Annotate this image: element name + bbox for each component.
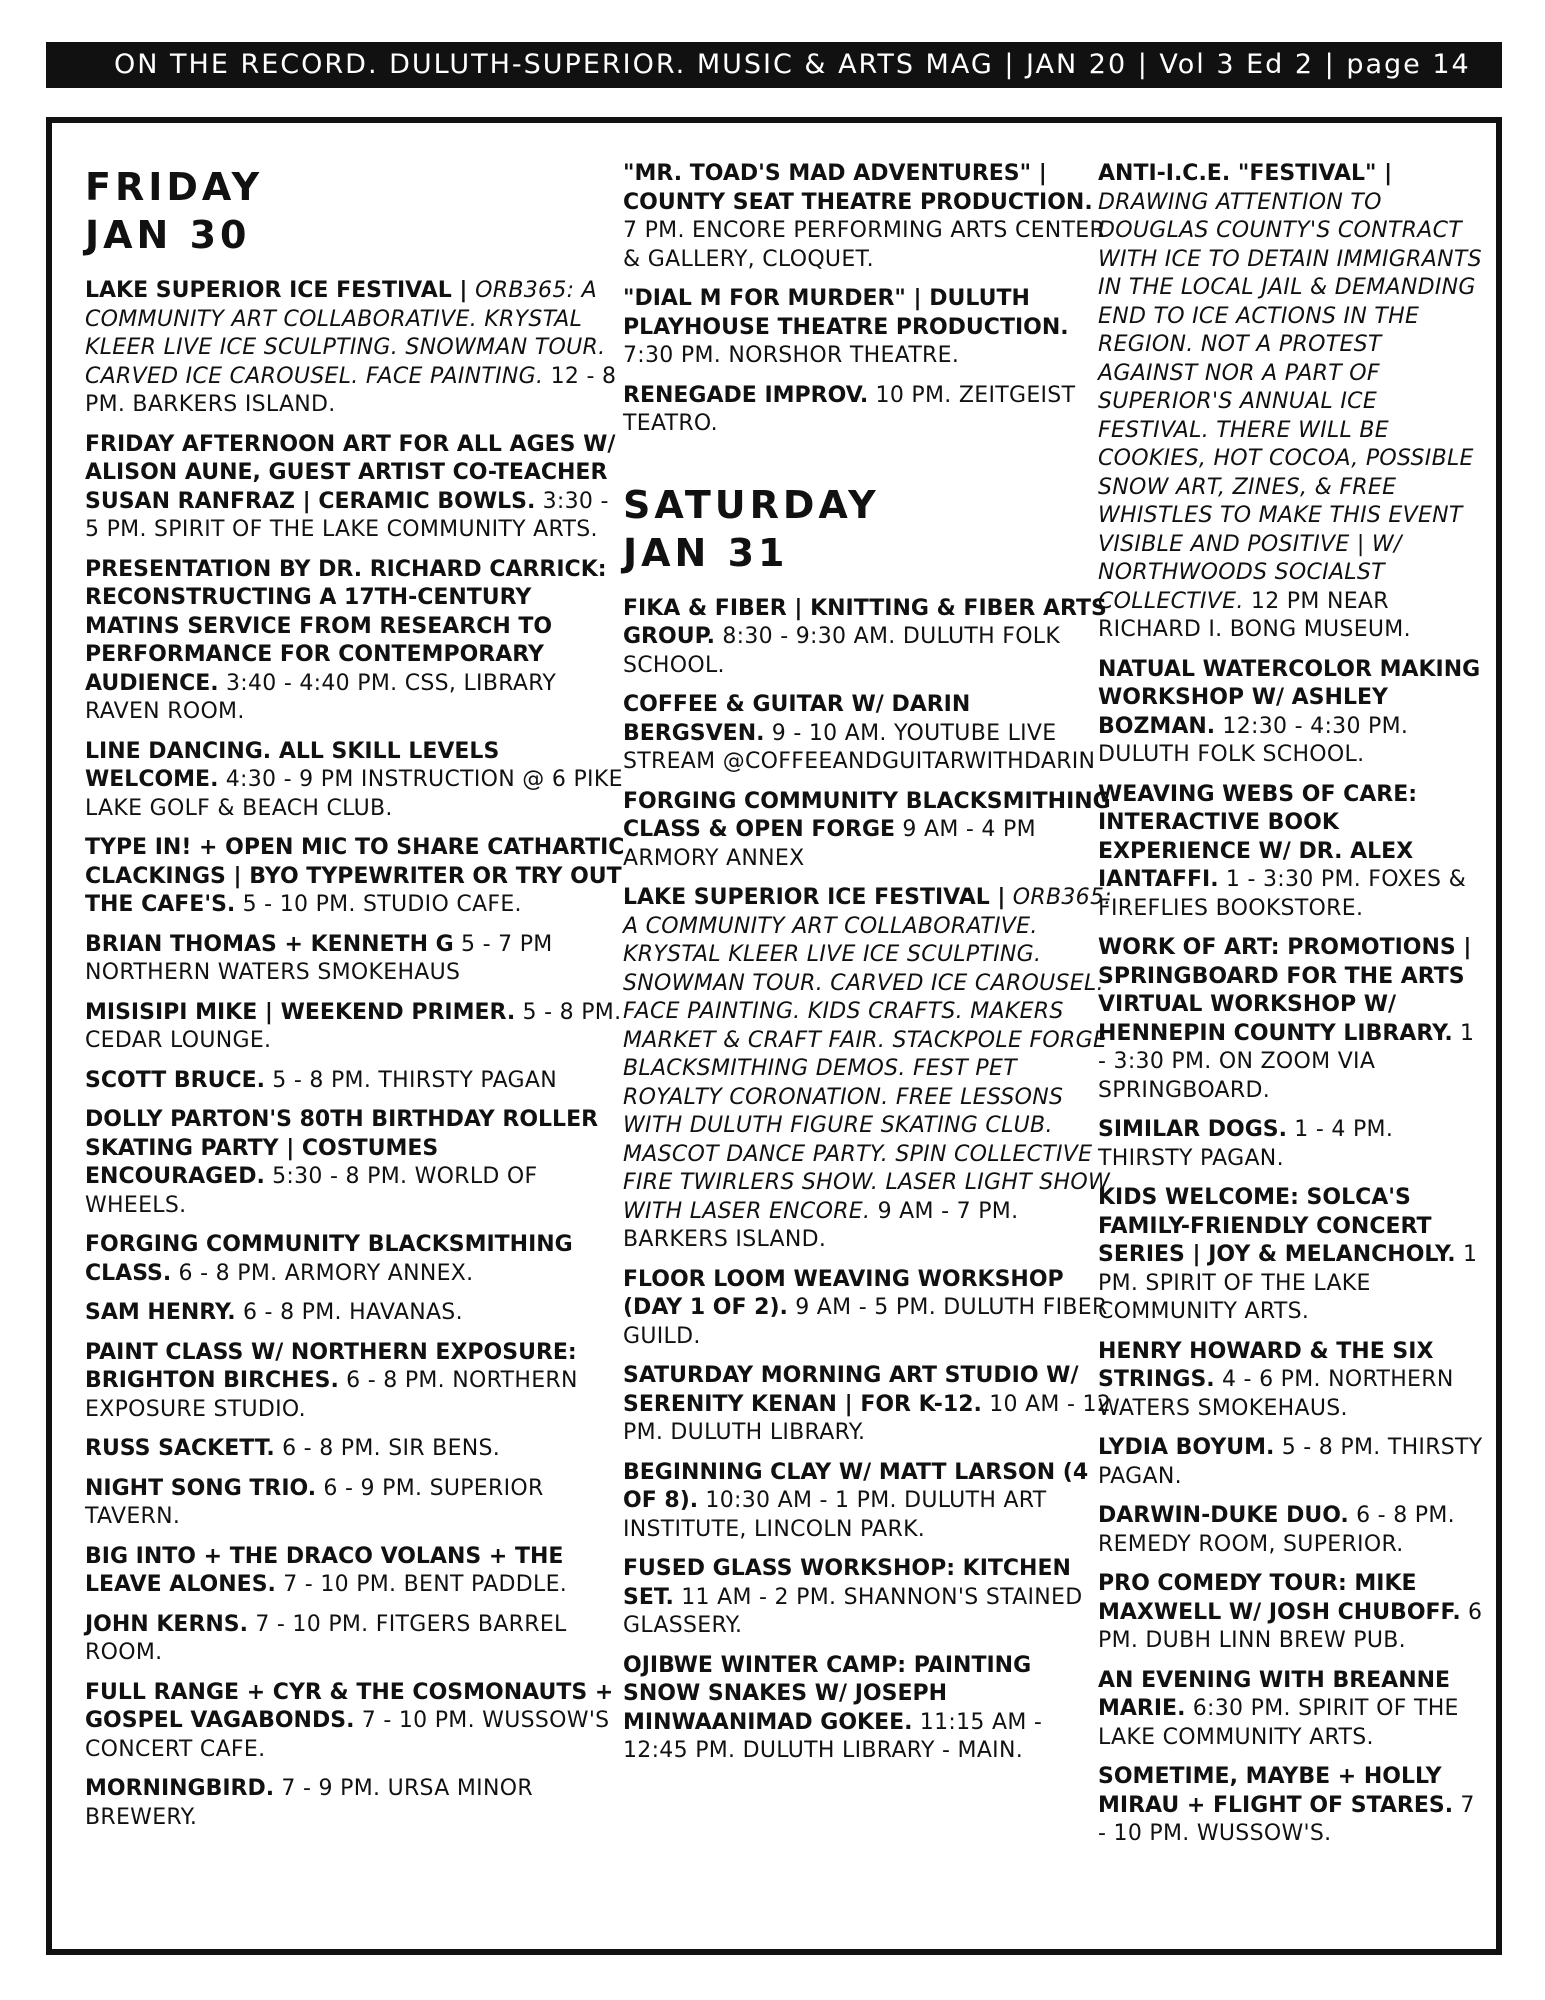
event-details: 1 - 3:30 PM. FOXES & FIREFLIES BOOKSTORE. (1098, 867, 1467, 921)
event-details: 6 - 8 PM. HAVANAS. (242, 1300, 463, 1325)
event-listing (85, 277, 625, 420)
event-listing (85, 834, 625, 920)
event-title: SCOTT BRUCE. (85, 1067, 265, 1093)
event-details: 9 AM - 4 PM ARMORY ANNEX (623, 817, 1036, 871)
event-listing (623, 788, 1113, 874)
event-listing (1098, 656, 1488, 770)
event-title: FIKA & FIBER | KNITTING & FIBER ARTS GROUP. (623, 595, 1107, 649)
event-details: 12:30 - 4:30 PM. DULUTH FOLK SCHOOL. (1098, 713, 1409, 767)
event-listing (85, 738, 625, 824)
event-listing (1098, 1434, 1488, 1491)
event-details: 5 - 8 PM. CEDAR LOUNGE. (85, 999, 622, 1053)
event-title: LINE DANCING. ALL SKILL LEVELS WELCOME. (85, 738, 500, 792)
event-details: 6:30 PM. SPIRIT OF THE LAKE COMMUNITY ARTS. (1098, 1696, 1459, 1750)
event-title: LAKE SUPERIOR ICE FESTIVAL | (623, 885, 1006, 910)
event-list-friday-continued (623, 160, 1113, 439)
event-listing (623, 595, 1113, 681)
column-3 (1098, 160, 1488, 1860)
column-2 (623, 160, 1113, 1777)
event-title: MORNINGBIRD. (85, 1776, 275, 1801)
event-details: 4:30 - 9 PM INSTRUCTION @ 6 PIKE LAKE GOLF & BEACH CLUB. (85, 767, 623, 821)
event-title: FUSED GLASS WORKSHOP: KITCHEN SET. (623, 1556, 1071, 1610)
event-details: 6 - 8 PM. REMEDY ROOM, SUPERIOR. (1098, 1503, 1455, 1557)
event-details: 7 - 10 PM. WUSSOW'S. (1098, 1792, 1475, 1846)
event-title: BRIAN THOMAS + KENNETH G (85, 931, 454, 957)
event-details: 10 PM. ZEITGEIST TEATRO. (623, 382, 1076, 436)
event-listing (85, 1475, 625, 1532)
event-details: 1 PM. SPIRIT OF THE LAKE COMMUNITY ARTS. (1098, 1242, 1478, 1324)
event-listing (623, 1555, 1113, 1641)
masthead-text: ON THE RECORD. DULUTH-SUPERIOR. MUSIC & ARTS MAG | JAN 20 | Vol 3 Ed 2 | page 14 (114, 49, 1471, 80)
event-details: 11:15 AM - 12:45 PM. DULUTH LIBRARY - MAIN. (623, 1709, 1043, 1763)
event-title: PRESENTATION BY DR. RICHARD CARRICK: RECONSTRUCTING A 17TH-CENTURY MATINS SERVICE FROM RESEARCH TO PERFORMANCE FOR CONTEMPORARY AUDIENCE. (85, 556, 607, 696)
event-title: WORK OF ART: PROMOTIONS | SPRINGBOARD FOR THE ARTS VIRTUAL WORKSHOP W/ HENNEPIN COUNTY LIBRARY. (1098, 935, 1472, 1046)
event-title: ANTI-I.C.E. "FESTIVAL" | (1098, 161, 1393, 186)
event-details: 6 - 8 PM. SIR BENS. (282, 1436, 501, 1461)
event-details: 7 - 10 PM. FITGERS BARREL ROOM. (85, 1611, 567, 1665)
event-details: 1 - 3:30 PM. ON ZOOM VIA SPRINGBOARD. (1098, 1020, 1475, 1103)
event-listing (623, 160, 1113, 274)
event-details: 12 PM NEAR RICHARD I. BONG MUSEUM. (1098, 588, 1411, 642)
event-title: DOLLY PARTON'S 80TH BIRTHDAY ROLLER SKATING PARTY | COSTUMES ENCOURAGED. (85, 1107, 599, 1189)
event-details: 5:30 - 8 PM. WORLD OF WHEELS. (85, 1164, 538, 1218)
event-title: BEGINNING CLAY W/ MATT LARSON (4 OF 8). (623, 1459, 1089, 1513)
day-title: FRIDAY (85, 165, 264, 209)
event-title: MISISIPI MIKE | WEEKEND PRIMER. (85, 999, 516, 1025)
event-title: FULL RANGE + CYR & THE COSMONAUTS + GOSPEL VAGABONDS. (85, 1679, 614, 1733)
event-list-friday (85, 277, 625, 1832)
event-title: "MR. TOAD'S MAD ADVENTURES" | COUNTY SEAT THEATRE PRODUCTION. (623, 161, 1093, 215)
event-title: FORGING COMMUNITY BLACKSMITHING CLASS & OPEN FORGE (623, 788, 1111, 842)
event-listing (1098, 1667, 1488, 1753)
day-heading-friday (85, 163, 625, 259)
event-title: PRO COMEDY TOUR: MIKE MAXWELL W/ JOSH CHUBOFF. (1098, 1571, 1461, 1625)
event-details: 12 - 8 PM. BARKERS ISLAND. (85, 363, 617, 417)
event-listing (85, 1611, 625, 1668)
event-title: FRIDAY AFTERNOON ART FOR ALL AGES W/ ALISON AUNE, GUEST ARTIST CO-TEACHER SUSAN RANFRAZ | CERAMIC BOWLS. (85, 431, 616, 514)
event-title: TYPE IN! + OPEN MIC TO SHARE CATHARTIC CLACKINGS | BYO TYPEWRITER OR TRY OUT THE CAFE'S. (85, 835, 625, 917)
masthead-bar (46, 42, 1502, 88)
event-listing (623, 382, 1113, 439)
event-details: 8:30 - 9:30 AM. DULUTH FOLK SCHOOL. (623, 624, 1061, 678)
event-title: KIDS WELCOME: SOLCA'S FAMILY-FRIENDLY CONCERT SERIES | JOY & MELANCHOLY. (1098, 1185, 1456, 1267)
event-title: FLOOR LOOM WEAVING WORKSHOP (DAY 1 OF 2). (623, 1266, 1064, 1320)
event-title: NATUAL WATERCOLOR MAKING WORKSHOP W/ ASHLEY BOZMAN. (1098, 656, 1481, 739)
event-title: LYDIA BOYUM. (1098, 1435, 1275, 1460)
event-listing (85, 1067, 625, 1096)
event-details: 6 - 8 PM. ARMORY ANNEX. (178, 1260, 474, 1286)
event-details: 5 - 7 PM NORTHERN WATERS SMOKEHAUS (85, 931, 553, 985)
event-title: RENEGADE IMPROV. (623, 382, 869, 408)
event-title: LAKE SUPERIOR ICE FESTIVAL | (85, 278, 476, 303)
event-list-saturday (623, 595, 1113, 1766)
event-details: 9 - 10 AM. YOUTUBE LIVE STREAM @COFFEEANDGUITARWITHDARIN (623, 720, 1096, 774)
event-listing (85, 931, 625, 988)
event-listing (623, 1652, 1113, 1766)
event-listing (623, 1459, 1113, 1545)
event-listing (85, 556, 625, 727)
event-title: SIMILAR DOGS. (1098, 1117, 1287, 1142)
event-listing (85, 1543, 625, 1600)
event-listings-frame (46, 117, 1502, 1955)
event-listing (623, 1266, 1113, 1352)
event-listing (623, 285, 1113, 371)
event-listing (1098, 781, 1488, 924)
event-listing (85, 1679, 625, 1765)
event-listing (1098, 1184, 1488, 1327)
event-listing (1098, 1116, 1488, 1173)
event-details: 7:30 PM. NORSHOR THEATRE. (623, 343, 960, 368)
event-listing (85, 1231, 625, 1288)
event-listing (1098, 1502, 1488, 1559)
event-listing (85, 1339, 625, 1425)
event-listing (85, 1299, 625, 1328)
event-listing (1098, 1763, 1488, 1849)
event-listing (623, 884, 1113, 1255)
event-title: SAM HENRY. (85, 1300, 236, 1325)
event-details: 5 - 8 PM. THIRSTY PAGAN. (1098, 1435, 1483, 1489)
event-title: HENRY HOWARD & THE SIX STRINGS. (1098, 1338, 1434, 1392)
event-listing (1098, 1338, 1488, 1424)
event-listing (85, 431, 625, 545)
event-title: JOHN KERNS. (85, 1611, 249, 1637)
event-list-saturday-continued (1098, 160, 1488, 1849)
event-details: 7 PM. ENCORE PERFORMING ARTS CENTER & GALLERY, CLOQUET. (623, 218, 1106, 272)
day-heading-saturday (623, 481, 1113, 577)
event-title: NIGHT SONG TRIO. (85, 1475, 317, 1501)
day-date: JAN 30 (85, 213, 251, 257)
day-title: SATURDAY (623, 482, 880, 527)
event-title: AN EVENING WITH BREANNE MARIE. (1098, 1667, 1451, 1721)
event-details: 10:30 AM - 1 PM. DULUTH ART INSTITUTE, LINCOLN PARK. (623, 1488, 1047, 1542)
event-details: 1 - 4 PM. THIRSTY PAGAN. (1098, 1117, 1394, 1171)
event-listing (1098, 934, 1488, 1105)
event-listing (85, 999, 625, 1056)
event-listing (85, 1435, 625, 1464)
event-details: 6 PM. DUBH LINN BREW PUB. (1098, 1599, 1483, 1653)
event-listing (623, 1362, 1113, 1448)
event-listing (1098, 1570, 1488, 1656)
event-title: FORGING COMMUNITY BLACKSMITHING CLASS. (85, 1232, 573, 1286)
day-date: JAN 31 (623, 530, 789, 575)
event-listing (85, 1106, 625, 1220)
event-listing (1098, 160, 1488, 645)
event-details: 9 AM - 7 PM. BARKERS ISLAND. (623, 1198, 1019, 1252)
event-description: ORB365: A COMMUNITY ART COLLABORATIVE. KRYSTAL KLEER LIVE ICE SCULPTING. SNOWMAN TOUR. CARVED ICE CAROUSEL. FACE PAINTING. (85, 278, 606, 389)
event-details: 3:40 - 4:40 PM. CSS, LIBRARY RAVEN ROOM. (85, 670, 557, 724)
event-details: 10 AM - 12 PM. DULUTH LIBRARY. (623, 1391, 1112, 1445)
event-description: DRAWING ATTENTION TO DOUGLAS COUNTY'S CONTRACT WITH ICE TO DETAIN IMMIGRANTS IN THE LOCAL JAIL & DEMANDING END TO ICE ACTIONS IN THE REGION. NOT A PROTEST AGAINST NOR A PART OF SUPERIOR'S ANNUAL ICE FESTIVAL. THERE WILL BE COOKIES, HOT COCOA, POSSIBLE SNOW ART, ZINES, & FREE WHISTLES TO MAKE THIS EVENT VISIBLE AND POSITIVE | W/ NORTHWOODS SOCIALST COLLECTIVE. (1098, 189, 1482, 614)
event-description: ORB365: A COMMUNITY ART COLLABORATIVE. KRYSTAL KLEER LIVE ICE SCULPTING. SNOWMAN TOUR. CARVED ICE CAROUSEL. FACE PAINTING. KIDS CRAFTS. MAKERS MARKET & CRAFT FAIR. STACKPOLE FORGE BLACKSMITHING DEMOS. FEST PET ROYALTY CORONATION. FREE LESSONS WITH DULUTH FIGURE SKATING CLUB. MASCOT DANCE PARTY. SPIN COLLECTIVE FIRE TWIRLERS SHOW. LASER LIGHT SHOW WITH LASER ENCORE. (623, 885, 1112, 1224)
event-details: 9 AM - 5 PM. DULUTH FIBER GUILD. (623, 1295, 1108, 1349)
event-title: COFFEE & GUITAR W/ DARIN BERGSVEN. (623, 692, 971, 746)
event-title: RUSS SACKETT. (85, 1436, 275, 1461)
event-listing (85, 1775, 625, 1832)
event-details: 4 - 6 PM. NORTHERN WATERS SMOKEHAUS. (1098, 1367, 1454, 1421)
column-1 (85, 163, 625, 1843)
event-title: DARWIN-DUKE DUO. (1098, 1503, 1349, 1528)
event-details: 11 AM - 2 PM. SHANNON'S STAINED GLASSERY. (623, 1584, 1083, 1638)
event-details: 7 - 10 PM. WUSSOW'S CONCERT CAFE. (85, 1708, 610, 1762)
event-details: 5 - 10 PM. STUDIO CAFE. (242, 892, 522, 917)
event-title: SOMETIME, MAYBE + HOLLY MIRAU + FLIGHT OF STARES. (1098, 1764, 1454, 1818)
event-title: BIG INTO + THE DRACO VOLANS + THE LEAVE ALONES. (85, 1543, 564, 1597)
event-title: PAINT CLASS W/ NORTHERN EXPOSURE: BRIGHTON BIRCHES. (85, 1339, 577, 1393)
event-details: 5 - 8 PM. THIRSTY PAGAN (272, 1067, 557, 1093)
event-title: OJIBWE WINTER CAMP: PAINTING SNOW SNAKES W/ JOSEPH MINWAANIMAD GOKEE. (623, 1652, 1032, 1735)
event-details: 7 - 9 PM. URSA MINOR BREWERY. (85, 1776, 533, 1830)
event-details: 3:30 - 5 PM. SPIRIT OF THE LAKE COMMUNITY ARTS. (85, 488, 609, 542)
event-details: 6 - 8 PM. NORTHERN EXPOSURE STUDIO. (85, 1368, 578, 1422)
event-title: SATURDAY MORNING ART STUDIO W/ SERENITY KENAN | FOR K-12. (623, 1363, 1079, 1417)
event-title: WEAVING WEBS OF CARE: INTERACTIVE BOOK EXPERIENCE W/ DR. ALEX IANTAFFI. (1098, 781, 1418, 892)
event-details: 7 - 10 PM. BENT PADDLE. (283, 1572, 568, 1597)
event-title: "DIAL M FOR MURDER" | DULUTH PLAYHOUSE THEATRE PRODUCTION. (623, 286, 1069, 340)
event-details: 6 - 9 PM. SUPERIOR TAVERN. (85, 1475, 544, 1529)
event-listing (623, 691, 1113, 777)
